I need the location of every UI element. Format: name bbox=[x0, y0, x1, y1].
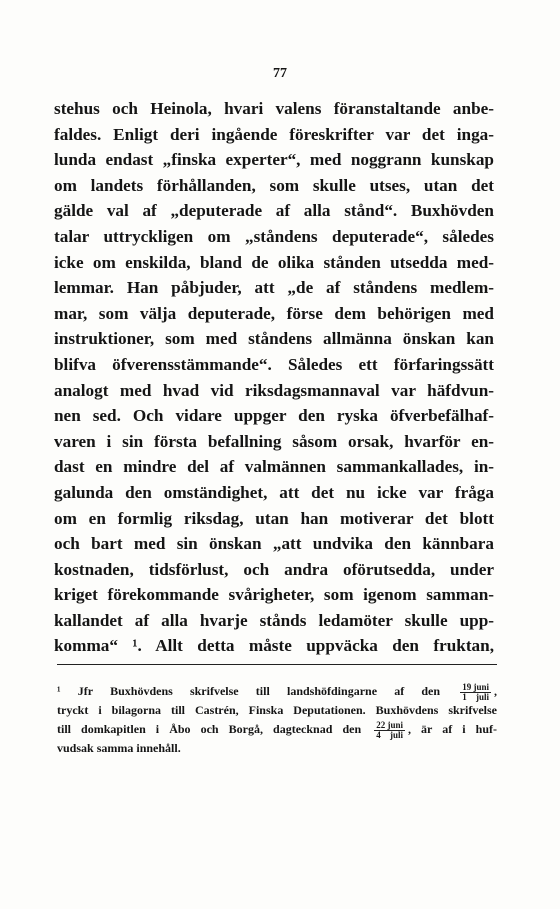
text-line: mar, som välja deputerade, förse dem behörigen med bbox=[54, 303, 494, 323]
text-line: galunda den omständighet, att det nu icke var fråga bbox=[54, 482, 494, 502]
text-line: analogt med hvad vid riksdagsmannaval var häfdvun- bbox=[54, 380, 494, 400]
text-line: kriget förekommande svårigheter, som igenom samman- bbox=[54, 585, 494, 605]
footnote-text: , bbox=[494, 684, 498, 698]
text-line: blifva öfverensstämmande“. Således ett förfaringssätt bbox=[54, 354, 494, 374]
text-line: om en formlig riksdag, utan han motiverar det blott bbox=[54, 508, 494, 528]
text-line: och bart med sin önskan „att undvika den kännbara bbox=[54, 534, 494, 554]
footnote-text: , är af i huf- bbox=[407, 722, 497, 736]
date-denominator: 1 juli bbox=[462, 691, 490, 702]
text-line: dast en mindre del af valmännen sammankallades, in- bbox=[54, 457, 494, 477]
date-numerator: 19 juni bbox=[462, 681, 490, 692]
body-text bbox=[54, 96, 494, 659]
date-fraction bbox=[374, 721, 405, 740]
footnote-text: Jfr Buxhövdens skrifvelse till landshöfdingarne af den bbox=[77, 684, 441, 698]
footnote-line bbox=[57, 720, 497, 739]
footnote-marker: ¹ bbox=[57, 684, 61, 698]
text-line: lunda endast „finska experter“, med noggrann kunskap bbox=[54, 150, 494, 170]
footnote-text: till domkapitlen i Åbo och Borgå, dagtecknad den bbox=[57, 722, 362, 736]
footnote-line: tryckt i bilagorna till Castrén, Finska Deputationen. Buxhövdens skrifvelse bbox=[57, 703, 497, 717]
text-line: stehus och Heinola, hvari valens föranstaltande anbe- bbox=[54, 99, 494, 118]
text-line: gälde val af „deputerade af alla stånd“. Buxhövden bbox=[54, 201, 494, 221]
text-line: icke om enskilda, bland de olika stånden utsedda med- bbox=[54, 252, 494, 272]
text-line: lemmar. Han påbjuder, att „de af ståndens medlem- bbox=[54, 278, 494, 298]
footnote-line bbox=[57, 682, 497, 701]
text-line: komma“ ¹. Allt detta måste uppväcka den fruktan, bbox=[54, 636, 494, 656]
text-line: varen i sin första befallning såsom orsak, hvarför en- bbox=[54, 431, 494, 451]
text-line: instruktioner, som med ståndens allmänna önskan kan bbox=[54, 329, 494, 349]
page-number: 77 bbox=[273, 66, 287, 81]
text-line: kallandet af alla hvarje stånds ledamöter skulle upp- bbox=[54, 610, 494, 630]
date-denominator: 4 juli bbox=[376, 729, 403, 740]
footnote-line: vudsak samma innehåll. bbox=[57, 741, 181, 755]
footnote-divider bbox=[57, 664, 497, 665]
text-line: faldes. Enligt deri ingående föreskrifter var det inga- bbox=[54, 124, 494, 144]
date-fraction bbox=[460, 683, 491, 702]
text-line: talar uttryckligen om „ståndens deputerade“, således bbox=[54, 226, 494, 246]
text-line: nen sed. Och vidare uppger den ryska öfverbefälhaf- bbox=[54, 406, 494, 426]
footnote bbox=[57, 682, 497, 758]
text-line: om landets förhållanden, som skulle utses, utan det bbox=[54, 175, 494, 195]
text-line: kostnaden, tidsförlust, och andra oförutsedda, under bbox=[54, 559, 494, 579]
date-numerator: 22 juni bbox=[376, 719, 403, 730]
